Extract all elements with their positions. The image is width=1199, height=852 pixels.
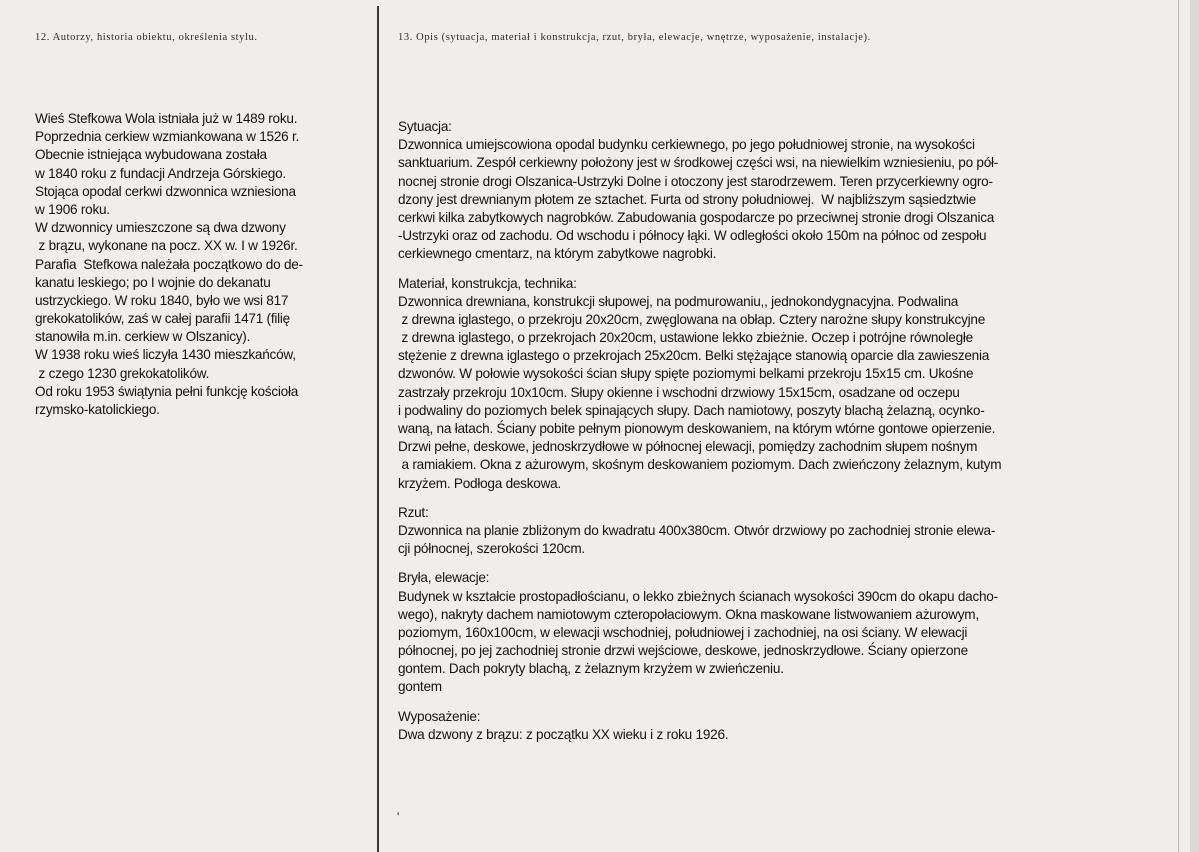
description-text-line: gontem: [398, 679, 442, 695]
description-text-line: cji północnej, szerokości 120cm.: [398, 541, 585, 557]
description-section-title: Wyposażenie:: [398, 708, 481, 724]
section-gap: [398, 493, 1001, 504]
history-text-line: kanatu leskiego; po I wojnie do dekanatu: [35, 274, 271, 290]
history-text-line: Parafia Stefkowa należała początkowo do de-: [35, 256, 303, 272]
description-text-line: -Ustrzyki oraz od zachodu. Od wschodu i północy łąki. W odległości około 150m na północ od zespołu: [398, 228, 987, 244]
description-text-line: zastrzały przekroju 10x10cm. Słupy okienne i wschodni drzwiowy 15x15cm, osadzane od oczepu: [398, 384, 960, 400]
description-text-line: poziomym, 160x100cm, w elewacji wschodniej, południowej i zachodniej, na osi ściany. W elewacji: [398, 624, 968, 640]
description-text-line: Dwa dzwony z brązu: z początku XX wieku i z roku 1926.: [398, 726, 729, 742]
section-gap: [398, 558, 1001, 569]
history-text-line: z brązu, wykonane na pocz. XX w. I w 1926r.: [35, 238, 298, 254]
section-gap: [398, 697, 1001, 708]
description-text-column: [398, 118, 1001, 744]
description-text-line: gontem. Dach pokryty blachą, z żelaznym krzyżem w zwieńczeniu.: [398, 661, 784, 677]
history-text-column: [35, 110, 303, 419]
description-text-line: i podwaliny do poziomych belek spinających słupy. Dach namiotowy, poszyty blachą żelazną, ocynko-: [398, 402, 985, 418]
history-text-line: stanowiła m.in. cerkiew w Olszanicy).: [35, 329, 251, 345]
description-text-line: dzwonów. W połowie wysokości ścian słupy spięte poziomymi belkami przekroju 15x15 cm. Ukośne: [398, 366, 974, 382]
history-text-line: Obecnie istniejąca wybudowana została: [35, 147, 267, 163]
description-text-line: Dzwonnica umiejscowiona opodal budynku cerkiewnego, po jego południowej stronie, na wysokości: [398, 137, 975, 153]
right-margin-line: [1178, 0, 1179, 852]
description-text-line: Drzwi pełne, deskowe, jednoskrzydłowe w północnej elewacji, pomiędzy zachodnim słupem nośnym: [398, 439, 978, 455]
history-text-line: Poprzednia cerkiew wzmiankowana w 1526 r.: [35, 129, 300, 145]
history-text-line: W dzwonnicy umieszczone są dwa dzwony: [35, 220, 286, 236]
history-text-line: W 1938 roku wieś liczyła 1430 mieszkańców,: [35, 347, 296, 363]
description-text-line: krzyżem. Podłoga deskowa.: [398, 475, 561, 491]
description-text-line: wego), nakryty dachem namiotowym czteropołaciowym. Okna maskowane listwowaniem ażurowym,: [398, 606, 979, 622]
section-13-heading: 13. Opis (sytuacja, materiał i konstrukcja, rzut, bryła, elewacje, wnętrze, wyposażenie, instalacje).: [398, 32, 871, 43]
description-text-line: z drewna iglastego, o przekroju 20x20cm, zwęglowana na obłap. Cztery narożne słupy konstrukcyjne: [398, 311, 986, 327]
history-text-line: w 1906 roku.: [35, 201, 110, 217]
history-text-line: ustrzyckiego. W roku 1840, było we wsi 817: [35, 292, 289, 308]
history-text-line: w 1840 roku z fundacji Andrzeja Górskiego.: [35, 165, 286, 181]
description-text-line: cerkiewnego cmentarz, na którym zabytkowe nagrobki.: [398, 246, 717, 262]
history-text-line: rzymsko-katolickiego.: [35, 402, 160, 417]
history-text-line: z czego 1230 grekokatolików.: [35, 365, 210, 381]
description-text-line: cerkwi kilka zabytkowych nagrobków. Zabudowania gospodarcze po przeciwnej stronie drogi Olszanica: [398, 209, 995, 225]
description-text-line: Dzwonnica na planie zbliżonym do kwadratu 400x380cm. Otwór drzwiowy po zachodniej stronie elewa-: [398, 522, 996, 538]
history-text-line: Wieś Stefkowa Wola istniała już w 1489 roku.: [35, 111, 298, 126]
description-section-title: Sytuacja:: [398, 119, 452, 134]
description-text-line: północnej, po jej zachodniej stronie drzwi wejściowe, deskowe, jednoskrzydłowe. Ściany opierzone: [398, 643, 968, 659]
history-text-line: Stojąca opodal cerkwi dzwonnica wzniesiona: [35, 183, 296, 199]
description-section-title: Materiał, konstrukcja, technika:: [398, 275, 577, 291]
stray-mark: ': [397, 810, 400, 824]
history-text-line: Od roku 1953 świątynia pełni funkcję kościoła: [35, 383, 299, 399]
description-text-line: nocnej stronie drogi Olszanica-Ustrzyki Dolne i otoczony jest starodrzewem. Teren przycerkiewny ogro-: [398, 173, 993, 189]
description-text-line: sanktuarium. Zespół cerkiewny położony jest w środkowej części wsi, na niewielkim wzniesieniu, po pół-: [398, 155, 999, 171]
description-text-line: z drewna iglastego, o przekrojach 20x20cm, ustawione lekko zbieżnie. Oczep i potrójne równoległe: [398, 330, 973, 346]
description-section-title: Rzut:: [398, 504, 429, 520]
description-text-line: stężenie z drewna iglastego o przekrojach 25x20cm. Belki stężające stanowią oparcie dla zawieszenia: [398, 348, 990, 364]
column-divider: [377, 6, 379, 852]
description-text-line: dzony jest drewnianym płotem ze sztachet. Furta od strony południowej. W najbliższym sąsiedztwie: [398, 191, 976, 207]
description-section-title: Bryła, elewacje:: [398, 570, 490, 586]
description-text-line: a ramiakiem. Okna z ażurowym, skośnym deskowaniem poziomym. Dach zwieńczony żelaznym, kutym: [398, 457, 1002, 473]
history-text-line: grekokatolików, zaś w całej parafii 1471 (filię: [35, 311, 290, 327]
description-text-line: Budynek w kształcie prostopadłościanu, o lekko zbieżnych ścianach wysokości 390cm do okapu dacho-: [398, 588, 998, 604]
section-12-heading: 12. Autorzy, historia obiektu, określenia stylu.: [35, 32, 258, 43]
description-text-line: Dzwonnica drewniana, konstrukcji słupowej, na podmurowaniu,, jednokondygnacyjna. Podwalina: [398, 293, 959, 309]
page-edge: [1190, 0, 1199, 852]
description-text-line: waną, na łatach. Ściany pobite pełnym pionowym deskowaniem, na którym wtórne gontowe opierzenie.: [398, 421, 996, 436]
section-gap: [398, 264, 1001, 275]
